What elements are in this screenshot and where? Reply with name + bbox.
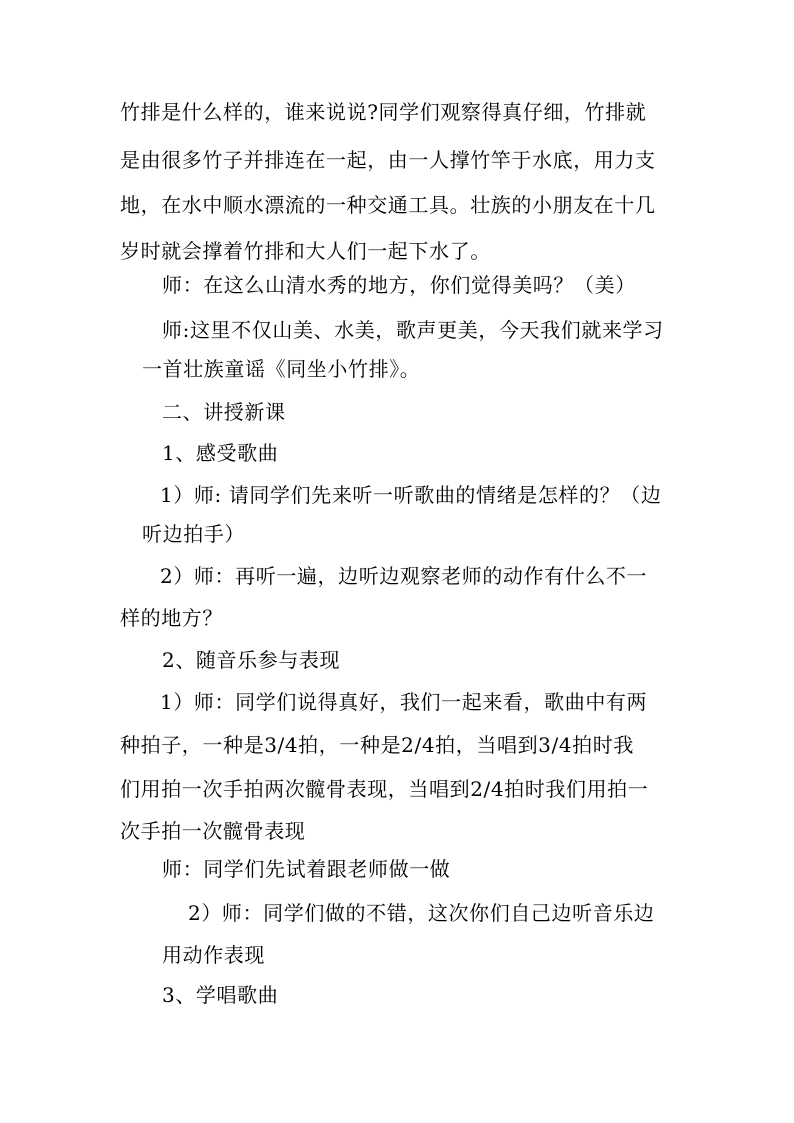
paragraph-good-job-line-1: 2）师：同学们做的不错，这次你们自己边听音乐边 — [188, 901, 655, 925]
paragraph-rhythm-line-3: 们用拍一次手拍两次髋骨表现，当唱到2/4拍时我们用拍一 — [120, 777, 649, 801]
paragraph-1-line-3: 地，在水中顺水漂流的一种交通工具。壮族的小朋友在十几 — [120, 193, 656, 217]
paragraph-listen-line-1: 1）师: 请同学们先来听一听歌曲的情绪是怎样的？（边 — [160, 483, 662, 507]
paragraph-1-line-4: 岁时就会撑着竹排和大人们一起下水了。 — [120, 239, 491, 263]
paragraph-3-line-2: 一首壮族童谣《同坐小竹排》。 — [142, 357, 421, 381]
subheading-learn-song: 3、学唱歌曲 — [162, 983, 279, 1007]
subheading-participate: 2、随音乐参与表现 — [162, 648, 341, 672]
paragraph-2-line-1: 师：在这么山清水秀的地方，你们觉得美吗？（美） — [162, 273, 636, 297]
paragraph-try-line-1: 师：同学们先试着跟老师做一做 — [162, 857, 451, 881]
paragraph-1-line-1: 竹排是什么样的，谁来说说?同学们观察得真仔细，竹排就 — [120, 100, 647, 124]
paragraph-3-line-1: 师:这里不仅山美、水美，歌声更美，今天我们就来学习 — [162, 318, 664, 342]
paragraph-listen-again-line-2: 样的地方？ — [120, 606, 223, 630]
section-heading-teaching: 二、讲授新课 — [162, 400, 286, 424]
paragraph-good-job-line-2: 用动作表现 — [162, 943, 265, 967]
paragraph-rhythm-line-1: 1）师：同学们说得真好，我们一起来看，歌曲中有两 — [160, 690, 648, 714]
paragraph-rhythm-line-4: 次手拍一次髋骨表现 — [120, 819, 306, 843]
paragraph-listen-again-line-1: 2）师：再听一遍，边听边观察老师的动作有什么不一 — [160, 564, 648, 588]
subheading-feel-song: 1、感受歌曲 — [162, 441, 279, 465]
paragraph-rhythm-line-2: 种拍子，一种是3/4拍，一种是2/4拍，当唱到3/4拍时我 — [120, 733, 634, 757]
paragraph-listen-line-2: 听边拍手） — [142, 522, 245, 546]
paragraph-1-line-2: 是由很多竹子并排连在一起，由一人撑竹竿于水底，用力支 — [120, 148, 656, 172]
